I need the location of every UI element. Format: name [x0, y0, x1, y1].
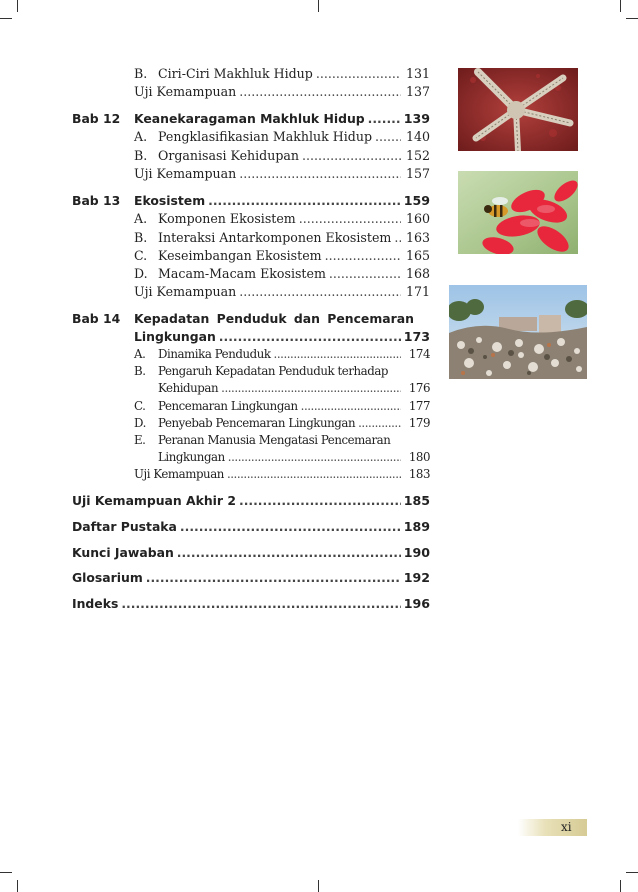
- toc-title: Uji Kemampuan: [134, 84, 237, 99]
- toc-chapter-line[interactable]: [134, 311, 430, 326]
- crop-mark: [318, 880, 319, 892]
- toc-page: 152: [405, 148, 430, 163]
- toc-title: Uji Kemampuan: [134, 467, 224, 481]
- toc-back-matter[interactable]: [72, 493, 430, 508]
- page-number: xi: [561, 820, 572, 834]
- toc-subsection[interactable]: [158, 381, 430, 395]
- toc-leader: [239, 166, 401, 181]
- toc-leader: [358, 416, 401, 430]
- toc-title: Organisasi Kehidupan: [158, 148, 300, 163]
- chapter-label: Bab 14: [72, 311, 121, 326]
- toc-page: 185: [403, 493, 430, 508]
- toc-page: 171: [405, 284, 430, 299]
- toc-leader: [239, 84, 401, 99]
- toc-leader: [221, 381, 401, 395]
- toc-chapter-title: Indeks: [72, 596, 119, 611]
- toc-letter: D.: [134, 266, 148, 281]
- crop-mark: [17, 0, 18, 12]
- toc-leader: [329, 266, 401, 281]
- toc-title: Pencemaran Lingkungan: [158, 399, 298, 413]
- toc-page: 189: [403, 519, 430, 534]
- toc-page: 176: [408, 381, 430, 395]
- toc-page: 157: [405, 166, 430, 181]
- toc-chapter-title: Daftar Pustaka: [72, 519, 177, 534]
- toc-chapter-title: Kunci Jawaban: [72, 545, 174, 560]
- toc-leader: [177, 545, 401, 560]
- crop-mark: [626, 18, 638, 19]
- toc-chapter-title: Ekosistem: [134, 193, 206, 208]
- toc-page: 165: [405, 248, 430, 263]
- toc-title: Pengklasifikasian Makhluk Hidup: [158, 129, 373, 144]
- toc-subsection[interactable]: [134, 129, 430, 144]
- toc-letter: A.: [134, 347, 146, 361]
- toc-page: 180: [408, 450, 430, 464]
- toc-title: Peranan Manusia Mengatasi Pencemaran: [158, 433, 391, 447]
- toc-leader: [121, 596, 400, 611]
- toc-page: 177: [408, 399, 430, 413]
- toc-test[interactable]: [134, 84, 430, 99]
- toc-title: Keseimbangan Ekosistem: [158, 248, 322, 263]
- toc-subsection[interactable]: [134, 148, 430, 163]
- toc-page: 140: [405, 129, 430, 144]
- toc-leader: [368, 111, 401, 126]
- toc-letter: B.: [134, 66, 148, 81]
- toc-page: 173: [403, 329, 430, 344]
- toc-page: 159: [403, 193, 430, 208]
- toc-leader: [227, 467, 401, 481]
- toc-title: Pengaruh Kepadatan Penduduk terhadap: [158, 364, 389, 378]
- toc-letter: A.: [134, 211, 148, 226]
- crop-mark: [620, 880, 621, 892]
- toc-subsection-line[interactable]: [134, 433, 430, 447]
- toc-subsection[interactable]: [134, 416, 430, 430]
- toc-title: Kehidupan: [158, 381, 219, 395]
- crop-mark: [620, 0, 621, 12]
- toc-page: 196: [403, 596, 430, 611]
- toc-test[interactable]: [134, 467, 430, 481]
- toc-chapter[interactable]: [134, 329, 430, 344]
- toc-subsection[interactable]: [134, 266, 430, 281]
- toc-leader: [316, 66, 401, 81]
- toc-leader: [219, 329, 401, 344]
- toc-page: 179: [408, 416, 430, 430]
- toc-leader: [208, 193, 401, 208]
- toc-title: Penyebab Pencemaran Lingkungan: [158, 416, 356, 430]
- page-number-band: [518, 819, 587, 836]
- starfish-photo: [458, 68, 578, 151]
- toc-leader: [394, 230, 401, 245]
- toc-page: 163: [405, 230, 430, 245]
- toc-letter: C.: [134, 248, 148, 263]
- toc-test[interactable]: [134, 284, 430, 299]
- toc-chapter-title: Kepadatan Penduduk dan Pencemaran: [134, 311, 414, 326]
- toc-subsection[interactable]: [134, 347, 430, 361]
- toc-chapter[interactable]: [134, 193, 430, 208]
- crop-mark: [318, 0, 319, 12]
- toc-title: Macam-Macam Ekosistem: [158, 266, 326, 281]
- toc-leader: [325, 248, 401, 263]
- toc-leader: [375, 129, 401, 144]
- toc-leader: [301, 399, 401, 413]
- toc-leader: [146, 570, 401, 585]
- toc-page: 139: [403, 111, 430, 126]
- toc-title: Ciri-Ciri Makhluk Hidup: [158, 66, 313, 81]
- toc-page: 190: [403, 545, 430, 560]
- toc-letter: B.: [134, 148, 148, 163]
- toc-test[interactable]: [134, 166, 430, 181]
- toc-leader: [228, 450, 401, 464]
- toc-leader: [302, 148, 401, 163]
- toc-letter: B.: [134, 230, 148, 245]
- toc-subsection-line[interactable]: [134, 364, 430, 378]
- toc-chapter[interactable]: [134, 111, 430, 126]
- chapter-label: Bab 12: [72, 111, 121, 126]
- toc-page: 192: [403, 570, 430, 585]
- crop-mark: [0, 872, 12, 873]
- toc-chapter-title: Glosarium: [72, 570, 143, 585]
- toc-subsection[interactable]: [134, 230, 430, 245]
- toc-page: 174: [408, 347, 430, 361]
- toc-title: Komponen Ekosistem: [158, 211, 296, 226]
- toc-subsection[interactable]: [134, 248, 430, 263]
- toc-leader: [180, 519, 401, 534]
- toc-title: Uji Kemampuan: [134, 284, 237, 299]
- bee-on-flower-photo: [458, 171, 578, 254]
- toc-title: Uji Kemampuan: [134, 166, 237, 181]
- crop-mark: [17, 880, 18, 892]
- toc-back-matter[interactable]: [72, 596, 430, 611]
- toc-back-matter[interactable]: [72, 545, 430, 560]
- toc-back-matter[interactable]: [72, 570, 430, 585]
- toc-subsection[interactable]: [134, 399, 430, 413]
- toc-subsection[interactable]: [134, 211, 430, 226]
- toc-chapter-title: Keanekaragaman Makhluk Hidup: [134, 111, 365, 126]
- toc-leader: [274, 347, 401, 361]
- toc-letter: B.: [134, 364, 146, 378]
- toc-letter: A.: [134, 129, 148, 144]
- garbage-dump-photo: [449, 285, 587, 379]
- chapter-label: Bab 13: [72, 193, 121, 208]
- crop-mark: [0, 18, 12, 19]
- toc-letter: D.: [134, 416, 146, 430]
- toc-back-matter[interactable]: [72, 519, 430, 534]
- toc-leader: [299, 211, 401, 226]
- toc-leader: [239, 493, 401, 508]
- toc-page: 131: [405, 66, 430, 81]
- toc-subsection[interactable]: [134, 66, 430, 81]
- toc-page: 160: [405, 211, 430, 226]
- toc-page: 168: [405, 266, 430, 281]
- toc-page: 137: [405, 84, 430, 99]
- toc-title: Dinamika Penduduk: [158, 347, 271, 361]
- toc-letter: C.: [134, 399, 146, 413]
- toc-letter: E.: [134, 433, 146, 447]
- toc-subsection[interactable]: [158, 450, 430, 464]
- toc-chapter-title: Lingkungan: [134, 329, 216, 344]
- toc-chapter-title: Uji Kemampuan Akhir 2: [72, 493, 236, 508]
- toc-page: 183: [408, 467, 430, 481]
- crop-mark: [626, 872, 638, 873]
- toc-title: Interaksi Antarkomponen Ekosistem: [158, 230, 392, 245]
- toc-title: Lingkungan: [158, 450, 225, 464]
- toc-leader: [239, 284, 401, 299]
